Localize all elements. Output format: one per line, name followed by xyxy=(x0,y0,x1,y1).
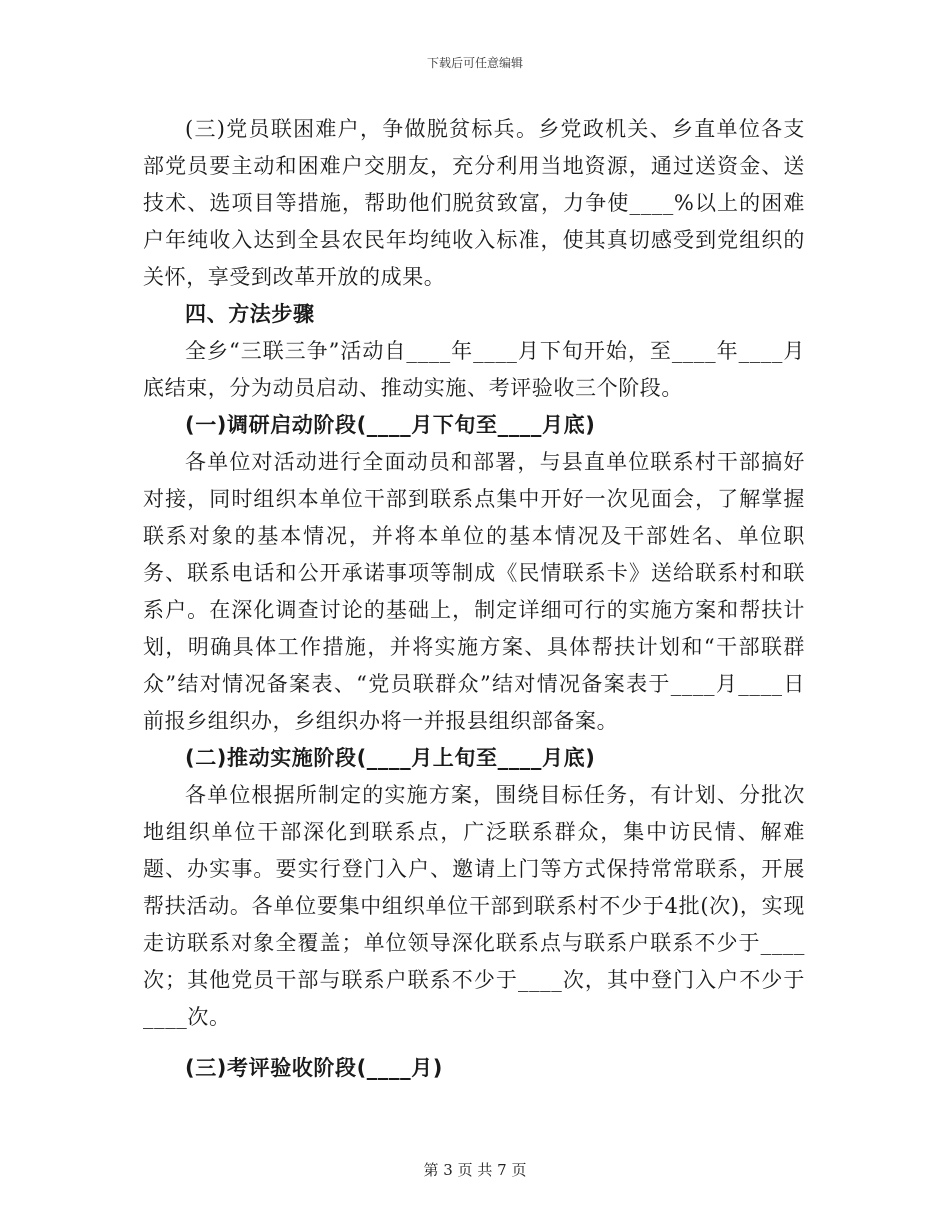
stage-heading-evaluation: (三)考评验收阶段(____月) xyxy=(185,1056,443,1080)
stage-heading-research-launch: (一)调研启动阶段(____月下旬至____月底) xyxy=(185,413,596,437)
paragraph-implementation: 各单位根据所制定的实施方案，围绕目标任务，有计划、分批次地组织单位干部深化到联系点，广泛联系群众，集中访民情、解难题、办实事。要实行登门入户、邀请上门等方式保持常常联系，开展帮扶活动。各单位要集中组织单位干部到联系村不少于4批(次)，实现走访联系对象全覆盖；单位领导深化联系点与联系户联系不少于____次；其他党员干部与联系户联系不少于____次，其中登门入户不少于____次。 xyxy=(143,783,805,1029)
paragraph-research-launch: 各单位对活动进行全面动员和部署，与县直单位联系村干部搞好对接，同时组织本单位干部到联系点集中开好一次见面会，了解掌握联系对象的基本情况，并将本单位的基本情况及干部姓名、单位职务、联系电话和公开承诺事项等制成《民情联系卡》送给联系村和联系户。在深化调查讨论的基础上，制定详细可行的实施方案和帮扶计划，明确具体工作措施，并将实施方案、具体帮扶计划和“干部联群众”结对情况备案表、“党员联群众”结对情况备案表于____月____日前报乡组织办，乡组织办将一并报县组织部备案。 xyxy=(143,450,805,733)
page-footer-page-number: 第 3 页 共 7 页 xyxy=(423,1161,527,1179)
paragraph-activity-schedule: 全乡“三联三争”活动自____年____月下旬开始，至____年____月底结束，分为动员启动、推动实施、考评验收三个阶段。 xyxy=(143,339,805,400)
page-header: 下载后可任意编辑 xyxy=(426,56,523,70)
stage-heading-implementation: (二)推动实施阶段(____月上旬至____月底) xyxy=(185,746,596,770)
section-heading-methods: 四、方法步骤 xyxy=(185,302,315,326)
paragraph-party-members-help-poor: (三)党员联困难户，争做脱贫标兵。乡党政机关、乡直单位各支部党员要主动和困难户交朋友，充分利用当地资源，通过送资金、送技术、选项目等措施，帮助他们脱贫致富，力争使____%以上的困难户年纯收入达到全县农民年均纯收入标准，使其真切感受到党组织的关怀，享受到改革开放的成果。 xyxy=(143,117,805,289)
document-body xyxy=(143,111,805,1087)
